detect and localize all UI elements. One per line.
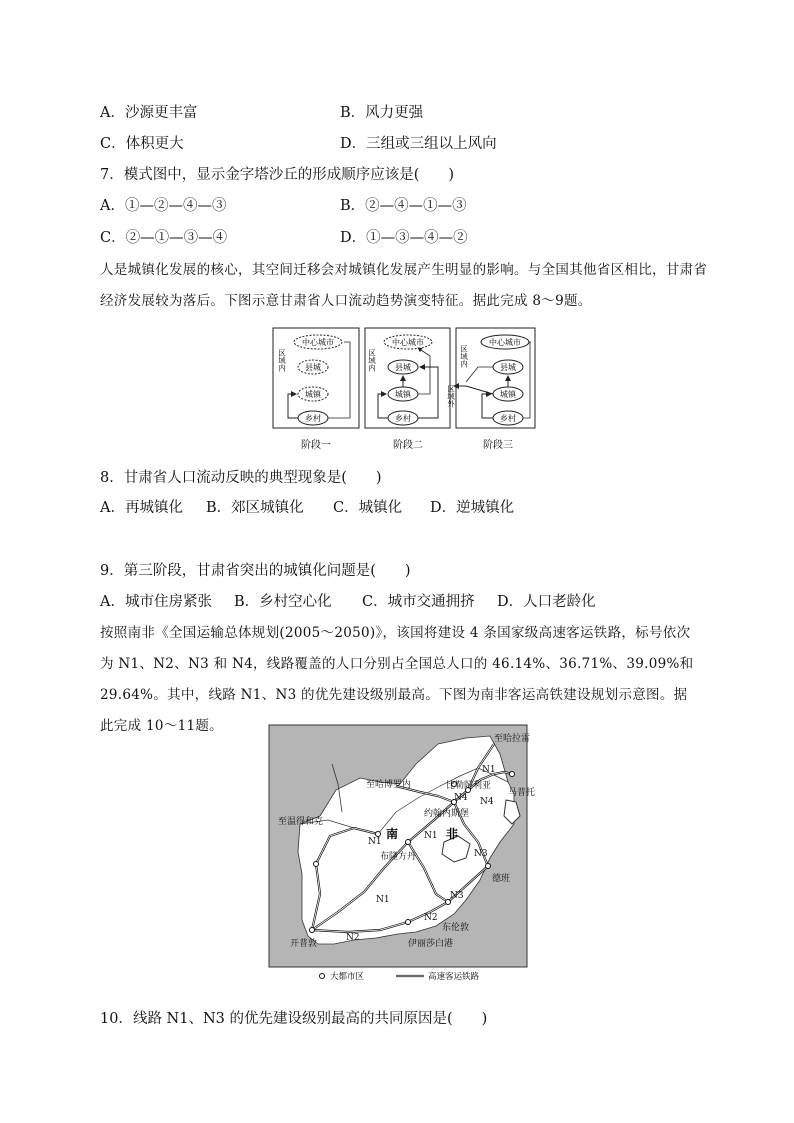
q7-option-b: B．②—④—①—③ (340, 198, 467, 214)
small-city-marker (376, 832, 381, 837)
label-n1-upper: N1 (424, 831, 438, 841)
stage2-village: 乡村 (395, 414, 411, 423)
q9-option-d: D．人口老龄化 (497, 594, 596, 610)
label-to-windhoek: 至温得和克 (278, 817, 324, 827)
q7-stem: 7．模式图中，显示金字塔沙丘的形成顺序应该是( ) (100, 167, 455, 183)
q9-option-a: A．城市住房紧张 (100, 594, 212, 610)
q9-option-b: B．乡村空心化 (234, 594, 332, 610)
label-n2-west: N2 (346, 933, 360, 943)
stage3-center-city: 中心城市 (489, 338, 521, 347)
bloemfontein-marker (406, 840, 411, 845)
stage3-county: 县城 (500, 363, 516, 372)
port-elizabeth-marker (406, 920, 411, 925)
label-cape-town: 开普敦 (290, 939, 318, 949)
q8-option-b: B．郊区城镇化 (206, 500, 304, 516)
south-africa-rail-map (268, 724, 536, 986)
label-johannesburg: 约翰内斯堡 (424, 809, 470, 819)
stage2-panel (365, 328, 450, 451)
stage2-label: 阶段二 (393, 440, 423, 451)
stage1-label: 阶段一 (301, 440, 331, 451)
map-legend (320, 971, 480, 982)
label-port-elizabeth: 伊丽莎白港 (408, 939, 454, 949)
stage3-region-out: 区域外 (446, 384, 456, 408)
stage1-center-city: 中心城市 (302, 338, 334, 347)
label-n1-south: N1 (376, 895, 390, 905)
stage1-county: 县城 (305, 363, 321, 372)
q8-option-d: D．逆城镇化 (430, 500, 515, 516)
q6-option-d: D．三组或三组以上风向 (340, 136, 497, 152)
stage3-town: 城镇 (500, 390, 516, 399)
stage3-label: 阶段三 (483, 440, 513, 451)
cape-town-marker (310, 928, 315, 933)
stage2-center-city: 中心城市 (392, 338, 424, 347)
intro-paragraph-rail: 按照南非《全国运输总体规划(2005～2050)》，该国将建设 4 条国家级高速客运铁路，标号依次为 N1、N2、N3 和 N4，线路覆盖的人口分别占全国总人口的 46.14%、36.71%、39.09%和 29.64%。其中，线路 N1、N3 的优先建设级别最高。下图为南非客运高铁建设规划示意图。据此完成 10～11题。 (100, 625, 694, 734)
label-n4-east: N4 (480, 797, 494, 807)
q7-option-a: A．①—②—④—③ (100, 198, 227, 214)
q6-option-a: A．沙源更丰富 (100, 105, 198, 121)
legend-city: 大都市区 (330, 972, 365, 982)
stage3-region-in: 区域内 (459, 344, 469, 368)
stage2-town: 城镇 (395, 390, 411, 399)
stage1-town: 城镇 (305, 390, 321, 399)
small-city-marker (314, 862, 319, 867)
q10-stem: 10．线路 N1、N3 的优先建设级别最高的共同原因是( ) (100, 1011, 488, 1027)
q9-stem: 9．第三阶段，甘肃省突出的城镇化问题是( ) (100, 563, 411, 579)
population-flow-diagram (268, 326, 538, 454)
label-n1-north: N1 (482, 765, 496, 775)
q6-option-c: C．体积更大 (100, 136, 184, 152)
label-n3: N3 (474, 849, 488, 859)
stage2-region-in: 区域内 (367, 348, 377, 372)
legend-rail: 高速客运铁路 (428, 972, 480, 982)
stage1-village: 乡村 (305, 414, 321, 423)
intro-paragraph-urbanization: 人是城镇化发展的核心，其空间迁移会对城镇化发展产生明显的影响。与全国其他省区相比，甘肃省经济发展较为落后。下图示意甘肃省人口流动趋势演变特征。据此完成 8～9题。 (100, 262, 708, 309)
label-bloemfontein: 布隆方丹 (380, 852, 417, 862)
label-east-london: 东伦敦 (442, 923, 470, 933)
q9-option-c: C．城市交通拥挤 (362, 594, 475, 610)
q8-option-a: A．再城镇化 (100, 500, 183, 516)
q6-option-b: B．风力更强 (340, 105, 424, 121)
label-n4-west: N4 (454, 793, 468, 803)
label-country-fei: 非 (446, 827, 459, 841)
label-n3-south: N3 (450, 891, 464, 901)
q8-stem: 8．甘肃省人口流动反映的典型现象是( ) (100, 470, 382, 486)
stage3-village: 乡村 (500, 414, 516, 423)
label-to-harare: 至哈拉雷 (494, 734, 531, 744)
label-country-nan: 南 (386, 827, 399, 841)
maputo-marker (510, 772, 515, 777)
stage2-county: 县城 (395, 363, 411, 372)
label-maputo: 马普托 (508, 788, 536, 798)
durban-marker (486, 864, 491, 869)
stage1-region-in: 区域内 (277, 348, 287, 372)
q7-option-d: D．①—③—④—② (340, 230, 468, 246)
label-pretoria: 比勒陀利亚 (446, 781, 492, 791)
q7-option-c: C．②—①—③—④ (100, 230, 228, 246)
stage1-panel (273, 328, 359, 451)
label-to-gaborone: 至哈博罗内 (366, 780, 412, 790)
label-n2-east: N2 (424, 913, 438, 923)
label-durban: 德班 (492, 874, 511, 884)
stage3-panel (446, 328, 535, 451)
q8-option-c: C．城镇化 (333, 500, 403, 516)
label-n1-mid: N1 (368, 837, 382, 847)
